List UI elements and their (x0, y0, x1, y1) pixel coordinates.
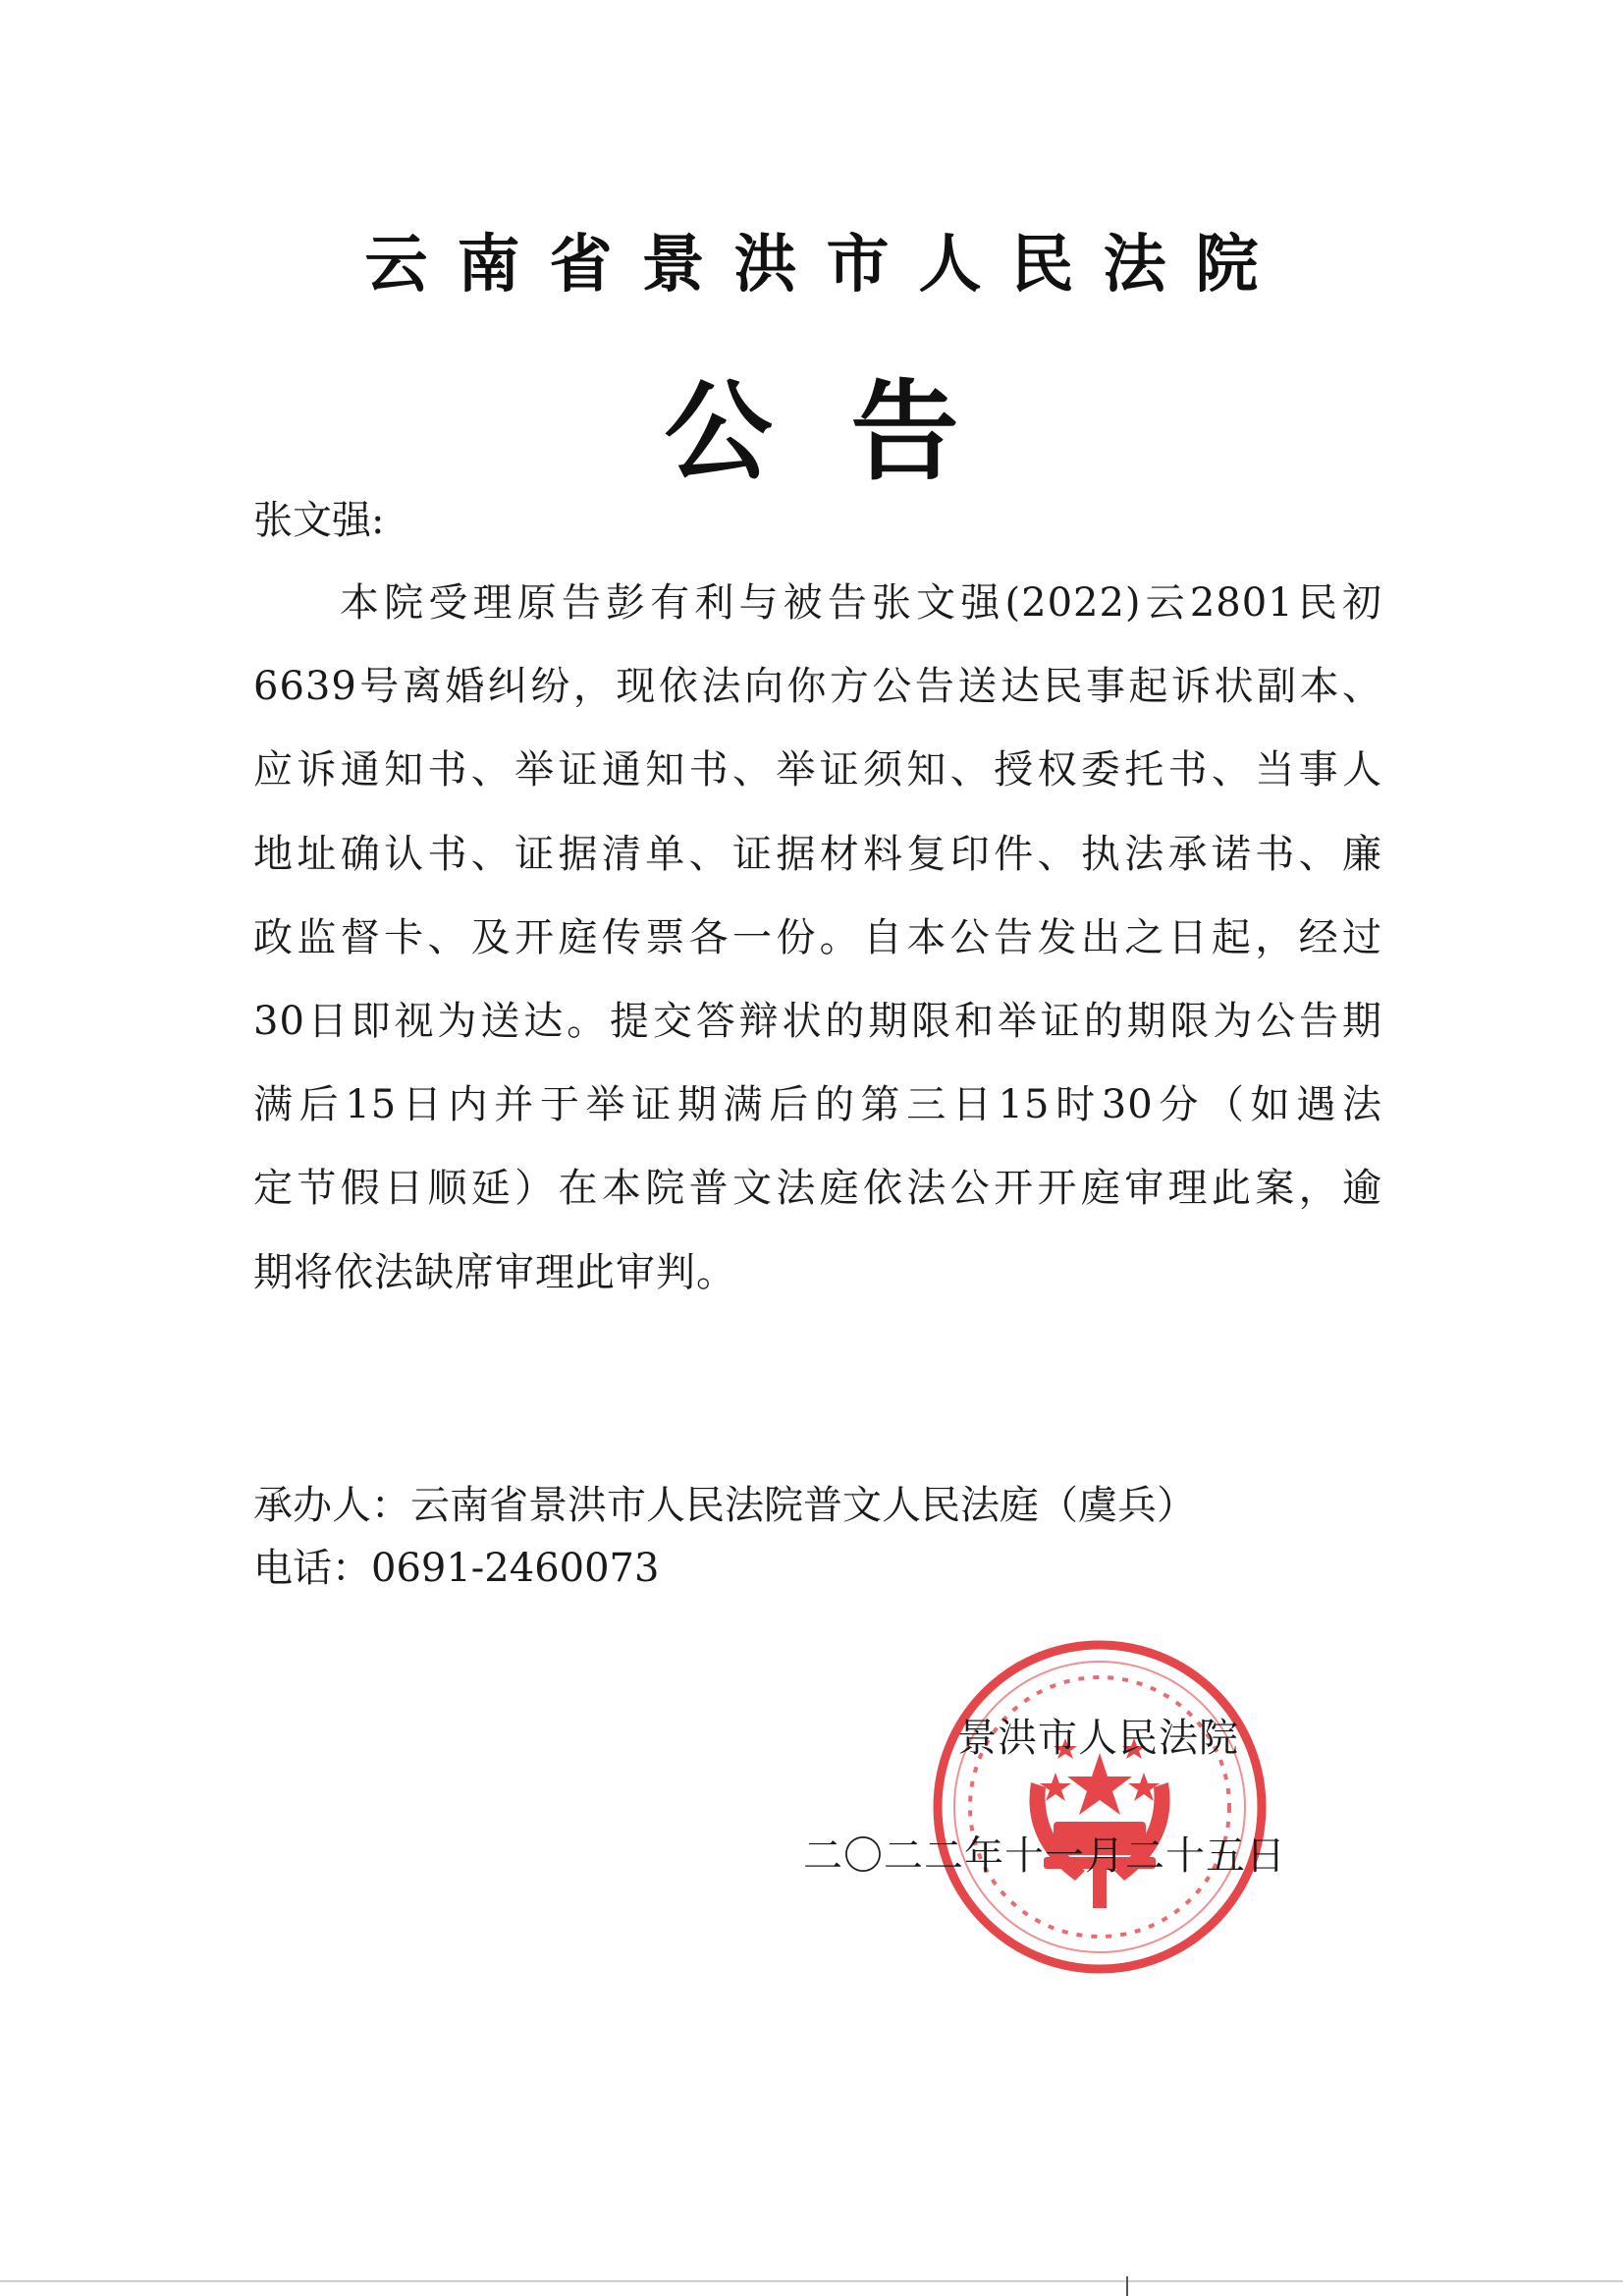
court-seal-icon (928, 1635, 1271, 1979)
body-line: 政监督卡、及开庭传票各一份。自本公告发出之日起，经过 (253, 914, 1382, 960)
seal-inner-ring (954, 1662, 1245, 1952)
body-line: 本院受理原告彭有利与被告张文强(2022)云2801民初 (340, 580, 1382, 626)
seal-outer-ring (938, 1645, 1262, 1969)
signing-date: 二〇二二年十一月二十五日 (803, 1833, 1286, 1879)
addressee: 张文强: (253, 498, 385, 543)
notice-body (253, 562, 1382, 1315)
body-line: 地址确认书、证据清单、证据材料复印件、执法承诺书、廉 (253, 831, 1382, 877)
scan-bottom-edge (0, 2280, 1623, 2282)
body-line: 应诉通知书、举证通知书、举证须知、授权委托书、当事人 (253, 747, 1382, 793)
notice-title: 公告 (664, 368, 1038, 495)
court-name-heading: 云南省景洪市人民法院 (364, 228, 1288, 301)
handler-line: 承办人：云南省景洪市人民法院普文人民法庭（虞兵） (253, 1483, 1196, 1528)
body-line: 满后15日内并于举证期满后的第三日15时30分（如遇法 (253, 1082, 1382, 1128)
body-line: 6639号离婚纠纷，现依法向你方公告送达民事起诉状副本、 (253, 664, 1382, 710)
phone-line: 电话：0691-2460073 (253, 1546, 660, 1591)
body-line: 期将依法缺席审理此审判。 (253, 1249, 736, 1295)
body-line: 定节假日顺延）在本院普文法庭依法公开开庭审理此案，逾 (253, 1166, 1382, 1212)
body-line: 30日即视为送达。提交答辩状的期限和举证的期限为公告期 (253, 999, 1382, 1045)
scan-edge-mark (1126, 2276, 1128, 2296)
signing-court: 景洪市人民法院 (957, 1716, 1239, 1761)
